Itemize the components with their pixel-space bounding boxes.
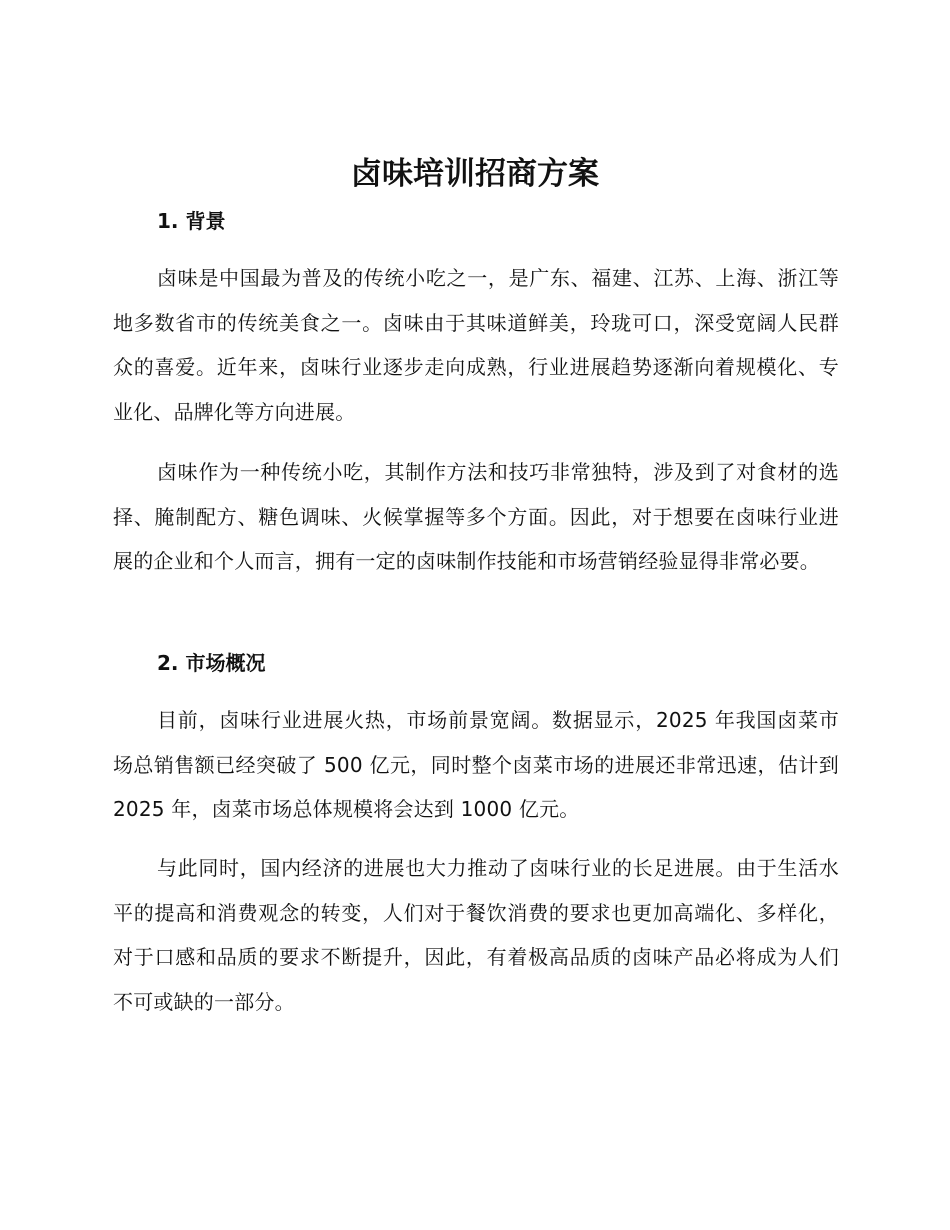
paragraph-market-2: 与此同时，国内经济的进展也大力推动了卤味行业的长足进展。由于生活水平的提高和消费观念的转变，人们对于餐饮消费的要求也更加高端化、多样化，对于口感和品质的要求不断提升，因此，有着极高品质的卤味产品必将成为人们不可或缺的一部分。	[113, 856, 839, 1014]
section-heading-background: 1. 背景	[157, 209, 226, 233]
document-title: 卤味培训招商方案	[351, 156, 599, 192]
section-heading-market-overview: 2. 市场概况	[157, 651, 266, 675]
paragraph-background-2: 卤味作为一种传统小吃，其制作方法和技巧非常独特，涉及到了对食材的选择、腌制配方、糖色调味、火候掌握等多个方面。因此，对于想要在卤味行业进展的企业和个人而言，拥有一定的卤味制作技能和市场营销经验显得非常必要。	[113, 460, 839, 573]
paragraph-market-1: 目前，卤味行业进展火热，市场前景宽阔。数据显示，2025 年我国卤菜市场总销售额已经突破了 500 亿元，同时整个卤菜市场的进展还非常迅速，估计到 2025 年，卤菜市场总体规模将会达到 1000 亿元。	[113, 708, 839, 821]
paragraph-background-1: 卤味是中国最为普及的传统小吃之一，是广东、福建、江苏、上海、浙江等地多数省市的传统美食之一。卤味由于其味道鲜美，玲珑可口，深受宽阔人民群众的喜爱。近年来，卤味行业逐步走向成熟，行业进展趋势逐渐向着规模化、专业化、品牌化等方向进展。	[113, 266, 839, 424]
